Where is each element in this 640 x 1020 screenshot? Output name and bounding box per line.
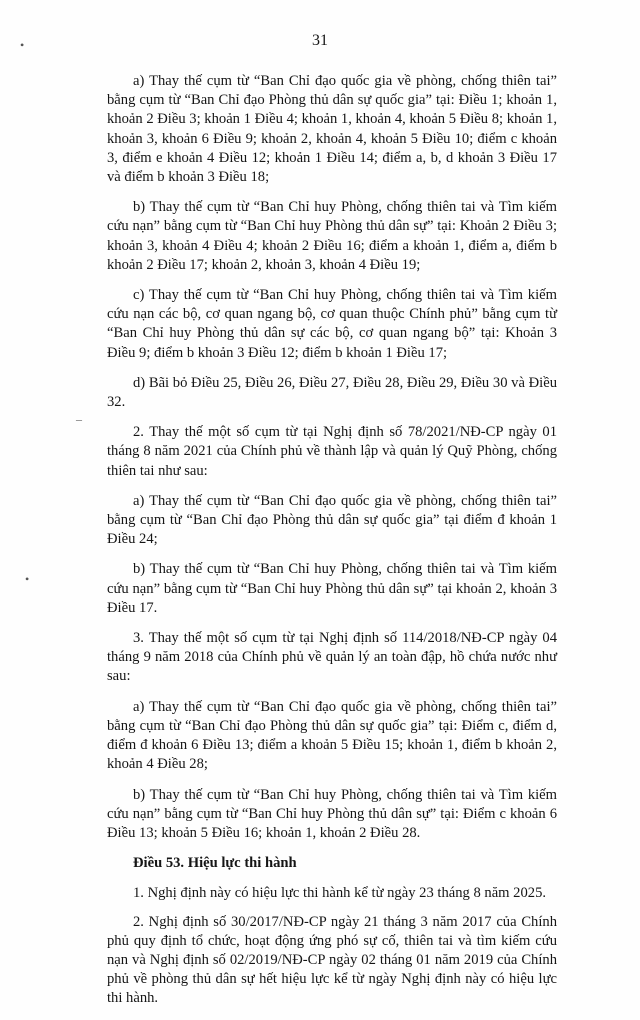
paragraph: a) Thay thế cụm từ “Ban Chỉ đạo quốc gia về phòng, chống thiên tai” bằng cụm từ “Ban Chỉ đạo Phòng thủ dân sự quốc gia” tại: Điểm c, điểm d, điểm đ khoản 6 Điều 13; điểm a khoản 5 Điều 15; khoản 1, điểm b khoản 2, khoản 4 Điều 28; [107,698,557,773]
paragraph: b) Thay thế cụm từ “Ban Chỉ huy Phòng, chống thiên tai và Tìm kiếm cứu nạn” bằng cụm từ “Ban Chỉ huy Phòng thủ dân sự” tại: Khoản 2 Điều 3; khoản 3, khoản 4 Điều 4; khoản 2 Điều 16; điểm a khoản 1, điểm a, điểm b khoản 2 Điều 17; khoản 2, khoản 3, khoản 4 Điều 19; [107,199,557,273]
paragraph: a) Thay thế cụm từ “Ban Chỉ đạo quốc gia về phòng, chống thiên tai” bằng cụm từ “Ban Chỉ đạo Phòng thủ dân sự quốc gia” tại điểm đ khoản 1 Điều 24; [107,492,557,548]
paragraph: c) Thay thế cụm từ “Ban Chỉ huy Phòng, chống thiên tai và Tìm kiếm cứu nạn các bộ, cơ quan ngang bộ, cơ quan thuộc Chính phủ” bằng cụm từ “Ban Chỉ huy Phòng thủ dân sự các bộ, cơ quan ngang bộ” tại: Khoản 3 Điều 9; điểm b khoản 3 Điều 12; điểm b khoản 1 Điều 17; [107,287,557,361]
scan-mark: • [25,572,30,586]
paragraph: 1. Nghị định này có hiệu lực thi hành kể từ ngày 23 tháng 8 năm 2025. [133,885,547,902]
scan-mark: – [76,412,82,426]
paragraph: b) Thay thế cụm từ “Ban Chỉ huy Phòng, chống thiên tai và Tìm kiếm cứu nạn” bằng cụm từ “Ban Chỉ huy Phòng thủ dân sự” tại: Điểm c khoản 6 Điều 13; khoản 5 Điều 16; khoản 1, khoản 2 Điều 28. [107,786,557,841]
scan-mark: • [20,38,25,52]
paragraph: b) Thay thế cụm từ “Ban Chỉ huy Phòng, chống thiên tai và Tìm kiếm cứu nạn” bằng cụm từ “Ban Chỉ huy Phòng thủ dân sự” tại khoản 2, khoản 3 Điều 17. [107,561,557,616]
paragraph: 3. Thay thế một số cụm từ tại Nghị định số 114/2018/NĐ-CP ngày 04 tháng 9 năm 2018 của Chính phủ về quản lý an toàn đập, hồ chứa nước như sau: [107,630,557,685]
page-number: 31 [312,32,328,49]
paragraph: a) Thay thế cụm từ “Ban Chỉ đạo quốc gia về phòng, chống thiên tai” bằng cụm từ “Ban Chỉ đạo Phòng thủ dân sự quốc gia” tại: Điều 1; khoản 1, khoản 2 Điều 3; khoản 1 Điều 4; khoản 1, khoản 4, khoản 5 Điều 8; khoản 1, khoản 3, khoản 6 Điều 9; khoản 2, khoản 4, khoản 5 Điều 10; điểm c khoản 3, điểm e khoản 4 Điều 12; khoản 1 Điều 14; điểm a, b, d khoản 3 Điều 17 và điểm b khoản 3 Điều 18; [107,73,557,186]
document-body [107,72,557,1020]
paragraph: 2. Thay thế một số cụm từ tại Nghị định số 78/2021/NĐ-CP ngày 01 tháng 8 năm 2021 của Chính phủ về thành lập và quản lý Quỹ Phòng, chống thiên tai như sau: [107,424,557,479]
article-heading: Điều 53. Hiệu lực thi hành [133,855,297,872]
paragraph: 2. Nghị định số 30/2017/NĐ-CP ngày 21 tháng 3 năm 2017 của Chính phủ quy định tổ chức, hoạt động ứng phó sự cố, thiên tai và tìm kiếm cứu nạn và Nghị định số 02/2019/NĐ-CP ngày 02 tháng 01 năm 2019 của Chính phủ về phòng thủ dân sự hết hiệu lực kể từ ngày Nghị định này có hiệu lực thi hành. [107,913,557,1007]
paragraph: d) Bãi bỏ Điều 25, Điều 26, Điều 27, Điều 28, Điều 29, Điều 30 và Điều 32. [107,374,557,411]
